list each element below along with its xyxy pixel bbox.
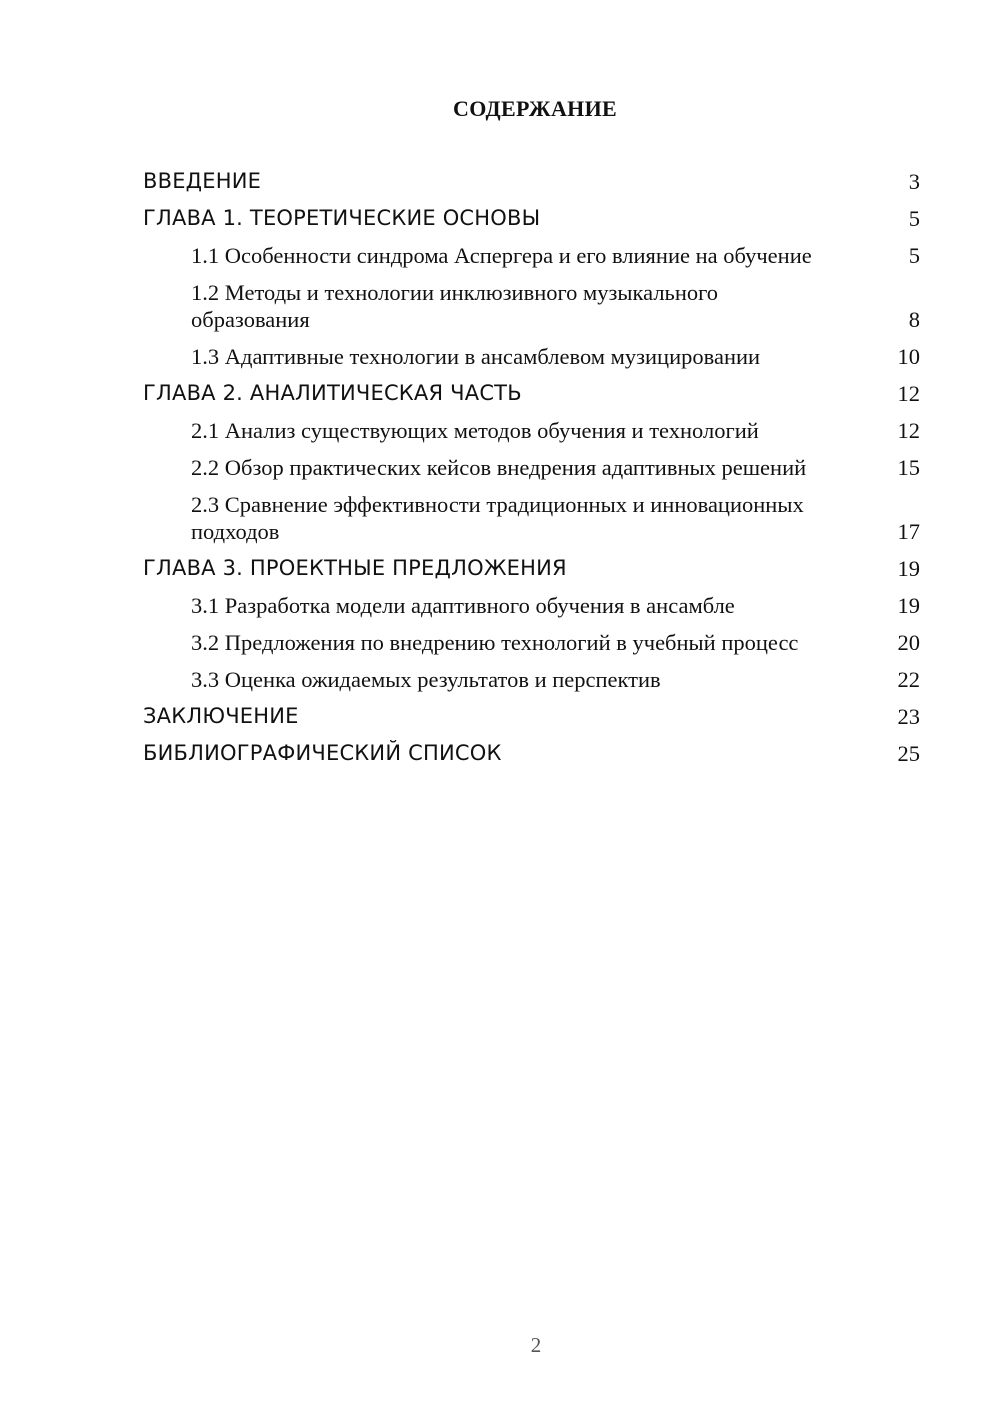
toc-entry-section-2-3: [143, 491, 920, 545]
toc-entry-page: 12: [897, 418, 920, 443]
toc-entry-title: 3.2 Предложения по внедрению технологий в учебный процесс: [191, 630, 799, 655]
table-of-contents: [143, 168, 920, 777]
toc-entry-conclusion: [143, 703, 920, 730]
toc-entry-page: 25: [897, 741, 920, 766]
toc-entry-page: 5: [908, 206, 920, 231]
toc-entry-section-3-1: [143, 592, 920, 619]
toc-entry-title: 1.1 Особенности синдрома Аспергера и его влияние на обучение: [191, 243, 812, 268]
toc-entry-section-1-2: [143, 279, 920, 333]
toc-entry-page: 23: [897, 704, 920, 729]
toc-entry-title: 3.3 Оценка ожидаемых результатов и перспектив: [191, 667, 661, 692]
toc-entry-section-1-1: [143, 242, 920, 269]
toc-entry-page: 8: [908, 307, 920, 332]
toc-entry-page: 12: [897, 381, 920, 406]
page-title: СОДЕРЖАНИЕ: [453, 96, 617, 121]
toc-entry-bibliography: [143, 740, 920, 767]
toc-entry-title: 2.1 Анализ существующих методов обучения и технологий: [191, 418, 759, 443]
toc-entry-title: ГЛАВА 1. ТЕОРЕТИЧЕСКИЕ ОСНОВЫ: [143, 206, 541, 230]
toc-entry-section-3-2: [143, 629, 920, 656]
toc-entry-page: 5: [908, 243, 920, 268]
toc-entry-page: 22: [897, 667, 920, 692]
toc-entry-section-2-1: [143, 417, 920, 444]
toc-entry-page: 3: [908, 169, 920, 194]
toc-entry-page: 17: [897, 519, 920, 544]
toc-entry-title: 1.2 Методы и технологии инклюзивного музыкального образования: [191, 280, 719, 332]
toc-entry-section-1-3: [143, 343, 920, 370]
toc-entry-chapter-1: [143, 205, 920, 232]
toc-entry-page: 20: [897, 630, 920, 655]
toc-entry-section-3-3: [143, 666, 920, 693]
toc-entry-page: 15: [897, 455, 920, 480]
toc-entry-title: 1.3 Адаптивные технологии в ансамблевом музицировании: [191, 344, 761, 369]
toc-entry-chapter-3: [143, 555, 920, 582]
toc-entry-title: ЗАКЛЮЧЕНИЕ: [143, 704, 299, 728]
toc-entry-title: 3.1 Разработка модели адаптивного обучения в ансамбле: [191, 593, 735, 618]
toc-entry-page: 10: [897, 344, 920, 369]
toc-entry-chapter-2: [143, 380, 920, 407]
toc-entry-page: 19: [897, 593, 920, 618]
toc-entry-title: 2.3 Сравнение эффективности традиционных и инновационных подходов: [191, 492, 804, 544]
toc-entry-page: 19: [897, 556, 920, 581]
toc-entry-title: БИБЛИОГРАФИЧЕСКИЙ СПИСОК: [143, 741, 502, 765]
toc-entry-title: ГЛАВА 2. АНАЛИТИЧЕСКАЯ ЧАСТЬ: [143, 381, 522, 405]
page-number: 2: [530, 1333, 542, 1357]
toc-entry-title: ВВЕДЕНИЕ: [143, 169, 262, 193]
toc-entry-section-2-2: [143, 454, 920, 481]
toc-entry-introduction: [143, 168, 920, 195]
toc-entry-title: 2.2 Обзор практических кейсов внедрения адаптивных решений: [191, 455, 807, 480]
toc-entry-title: ГЛАВА 3. ПРОЕКТНЫЕ ПРЕДЛОЖЕНИЯ: [143, 556, 567, 580]
